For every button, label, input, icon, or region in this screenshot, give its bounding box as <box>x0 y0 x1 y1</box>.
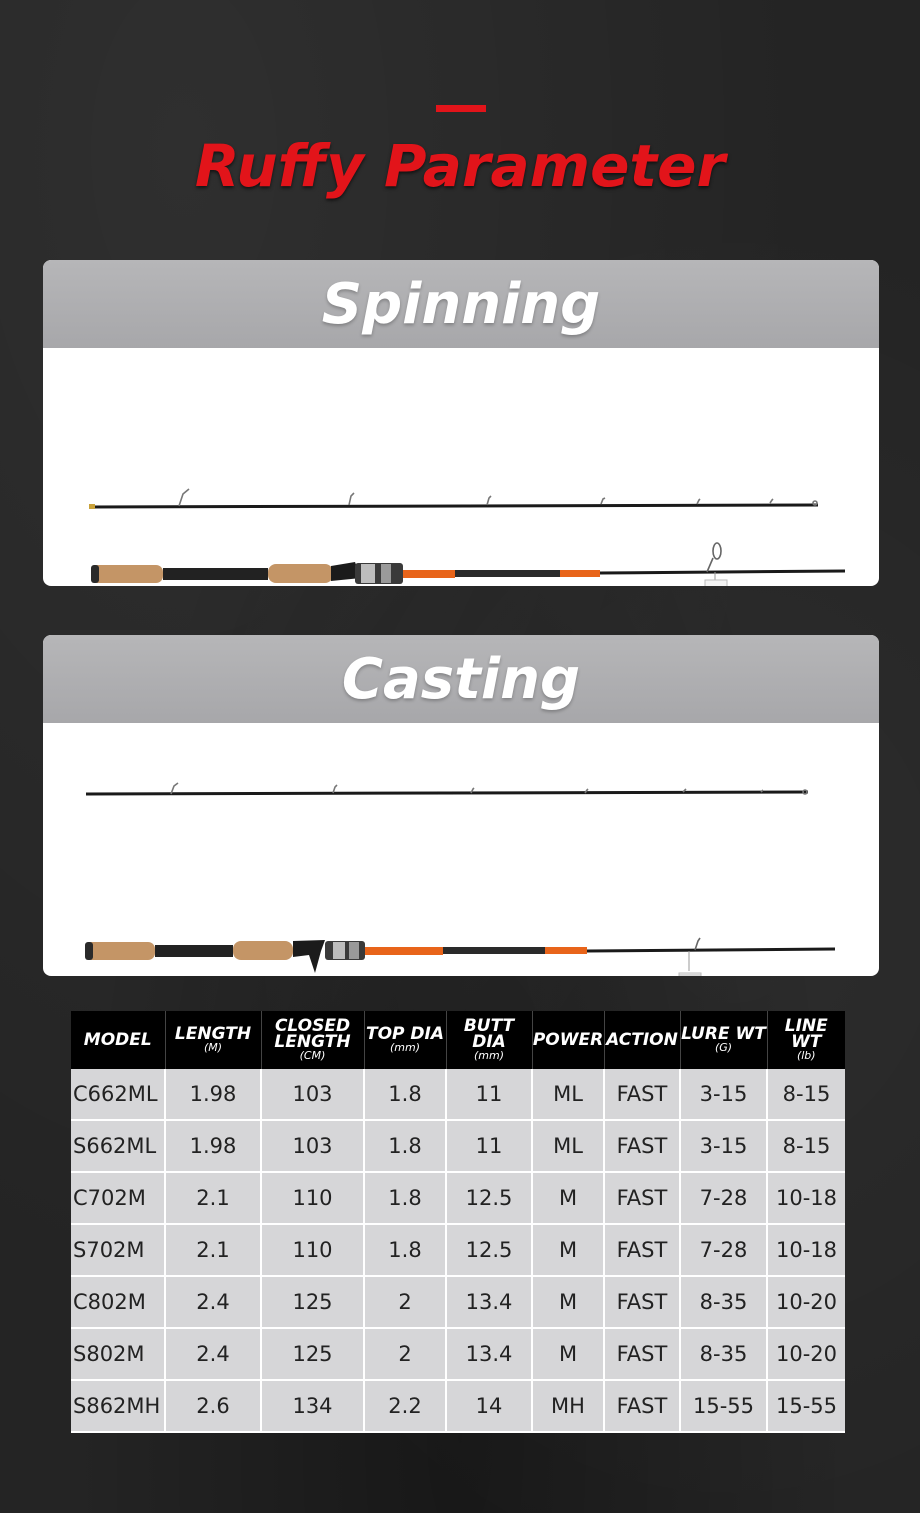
cell-lure-wt: 8-35 <box>680 1276 767 1328</box>
spinning-header <box>43 260 879 348</box>
spinning-panel <box>43 260 879 586</box>
cell-closed-length: 103 <box>261 1069 364 1120</box>
table-row <box>71 1224 845 1276</box>
cell-length: 2.1 <box>165 1224 261 1276</box>
header-model: MODEL <box>71 1011 165 1069</box>
cell-action: FAST <box>604 1069 680 1120</box>
cell-lure-wt: 3-15 <box>680 1069 767 1120</box>
cell-top-dia: 1.8 <box>364 1224 446 1276</box>
cell-length: 2.1 <box>165 1172 261 1224</box>
table-header-row <box>71 1011 845 1069</box>
cell-action: FAST <box>604 1276 680 1328</box>
cell-butt-dia: 12.5 <box>446 1224 532 1276</box>
cell-top-dia: 2 <box>364 1328 446 1380</box>
header-line-wt: LINE WT (lb) <box>767 1011 845 1069</box>
cell-top-dia: 2.2 <box>364 1380 446 1432</box>
cell-top-dia: 2 <box>364 1276 446 1328</box>
cell-model: S862MH <box>71 1380 165 1432</box>
spinning-label: Spinning <box>321 271 601 337</box>
spec-table <box>71 1011 845 1433</box>
cell-butt-dia: 13.4 <box>446 1276 532 1328</box>
cell-line-wt: 10-18 <box>767 1172 845 1224</box>
cell-power: M <box>532 1172 604 1224</box>
cell-power: M <box>532 1224 604 1276</box>
cell-lure-wt: 8-35 <box>680 1328 767 1380</box>
cell-model: C702M <box>71 1172 165 1224</box>
cell-closed-length: 125 <box>261 1276 364 1328</box>
cell-butt-dia: 13.4 <box>446 1328 532 1380</box>
header-butt-dia: BUTT DIA (mm) <box>446 1011 532 1069</box>
cell-closed-length: 110 <box>261 1224 364 1276</box>
cell-length: 2.4 <box>165 1328 261 1380</box>
table-row <box>71 1380 845 1432</box>
header-top-dia: TOP DIA (mm) <box>364 1011 446 1069</box>
cell-line-wt: 10-20 <box>767 1276 845 1328</box>
table-row <box>71 1120 845 1172</box>
table-row <box>71 1276 845 1328</box>
table-row <box>71 1172 845 1224</box>
cell-action: FAST <box>604 1120 680 1172</box>
casting-rod-illustration <box>43 723 879 976</box>
cell-length: 1.98 <box>165 1069 261 1120</box>
cell-line-wt: 8-15 <box>767 1069 845 1120</box>
cell-lure-wt: 7-28 <box>680 1224 767 1276</box>
table-row <box>71 1069 845 1120</box>
cell-power: ML <box>532 1120 604 1172</box>
cell-power: MH <box>532 1380 604 1432</box>
cell-power: M <box>532 1328 604 1380</box>
cell-action: FAST <box>604 1380 680 1432</box>
cell-closed-length: 125 <box>261 1328 364 1380</box>
cell-model: S702M <box>71 1224 165 1276</box>
cell-lure-wt: 15-55 <box>680 1380 767 1432</box>
cell-length: 2.6 <box>165 1380 261 1432</box>
cell-model: C662ML <box>71 1069 165 1120</box>
header-action: ACTION <box>604 1011 680 1069</box>
cell-line-wt: 10-18 <box>767 1224 845 1276</box>
cell-butt-dia: 12.5 <box>446 1172 532 1224</box>
header-closed-length: CLOSED LENGTH (CM) <box>261 1011 364 1069</box>
cell-action: FAST <box>604 1328 680 1380</box>
cell-model: C802M <box>71 1276 165 1328</box>
cell-length: 1.98 <box>165 1120 261 1172</box>
cell-butt-dia: 14 <box>446 1380 532 1432</box>
cell-line-wt: 10-20 <box>767 1328 845 1380</box>
table-row <box>71 1328 845 1380</box>
spinning-rod-illustration <box>43 348 879 586</box>
casting-rod-image <box>43 723 879 976</box>
cell-closed-length: 103 <box>261 1120 364 1172</box>
cell-lure-wt: 3-15 <box>680 1120 767 1172</box>
cell-length: 2.4 <box>165 1276 261 1328</box>
title-accent-bar <box>436 105 486 112</box>
cell-butt-dia: 11 <box>446 1120 532 1172</box>
cell-power: M <box>532 1276 604 1328</box>
cell-top-dia: 1.8 <box>364 1120 446 1172</box>
casting-hang-tag <box>677 973 707 976</box>
cell-butt-dia: 11 <box>446 1069 532 1120</box>
casting-label: Casting <box>341 646 581 712</box>
cell-closed-length: 110 <box>261 1172 364 1224</box>
header-lure-wt: LURE WT (G) <box>680 1011 767 1069</box>
cell-top-dia: 1.8 <box>364 1172 446 1224</box>
cell-action: FAST <box>604 1172 680 1224</box>
cell-line-wt: 8-15 <box>767 1120 845 1172</box>
cell-line-wt: 15-55 <box>767 1380 845 1432</box>
spec-table-body <box>71 1069 845 1432</box>
page-title: Ruffy Parameter <box>194 132 726 200</box>
casting-panel <box>43 635 879 976</box>
spinning-rod-image <box>43 348 879 586</box>
cell-lure-wt: 7-28 <box>680 1172 767 1224</box>
casting-header <box>43 635 879 723</box>
header-length: LENGTH (M) <box>165 1011 261 1069</box>
header-power: POWER <box>532 1011 604 1069</box>
cell-top-dia: 1.8 <box>364 1069 446 1120</box>
cell-model: S802M <box>71 1328 165 1380</box>
cell-model: S662ML <box>71 1120 165 1172</box>
cell-closed-length: 134 <box>261 1380 364 1432</box>
cell-action: FAST <box>604 1224 680 1276</box>
cell-power: ML <box>532 1069 604 1120</box>
